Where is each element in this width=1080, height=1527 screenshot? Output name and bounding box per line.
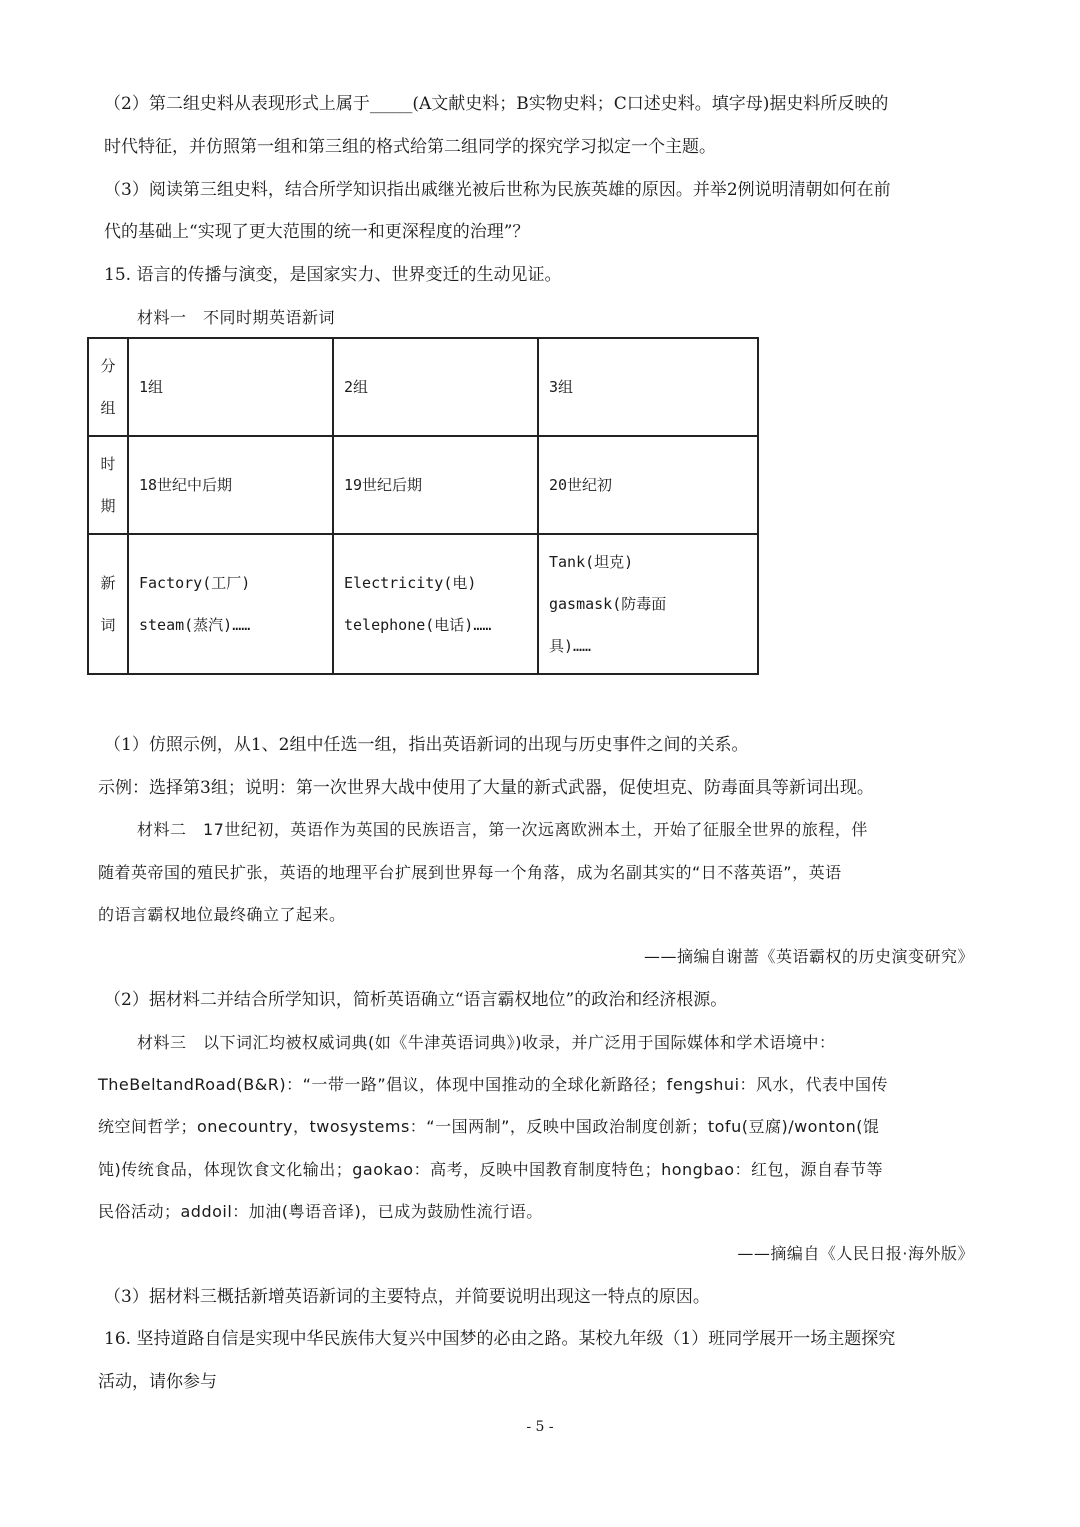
- material-2-line-1: 材料二 17世纪初，英语作为英国的民族语言，第一次远离欧洲本土，开始了征服全世界的旅程，伴: [137, 820, 868, 839]
- material-3-line-4: 饨)传统食品，体现饮食文化输出；gaokao：高考，反映中国教育制度特色；hongbao：红包，源自春节等: [98, 1160, 884, 1179]
- period-cell-3: 20世纪初: [538, 436, 758, 534]
- period-cell-1: 18世纪中后期: [128, 436, 333, 534]
- row-header-periods-char-1: 时: [100, 455, 116, 473]
- row-header-new-words-char-2: 词: [100, 616, 116, 634]
- material-2-line-2: 随着英帝国的殖民扩张，英语的地理平台扩展到世界每一个角落，成为名副其实的“日不落英语”，英语: [98, 863, 842, 882]
- question-14-part-3-line-2: 代的基础上“实现了更大范围的统一和更深程度的治理”？: [104, 222, 530, 242]
- group-cell-1: 1组: [128, 338, 333, 436]
- material-1-title: 材料一 不同时期英语新词: [137, 308, 336, 327]
- period-cell-2: 19世纪后期: [333, 436, 538, 534]
- material-3-source: ——摘编自《人民日报·海外版》: [737, 1244, 974, 1263]
- new-word: 具)……: [549, 637, 592, 655]
- question-14-part-3-line-1: （3）阅读第三组史料，结合所学知识指出戚继光被后世称为民族英雄的原因。并举2例说明清朝如何在前: [104, 180, 891, 200]
- row-header-periods-char-2: 期: [100, 497, 116, 515]
- page-number: - 5 -: [526, 1419, 554, 1435]
- material-3-line-5: 民俗活动；addoil：加油(粤语音译)，已成为鼓励性流行语。: [98, 1202, 543, 1221]
- new-word: gasmask(防毒面: [549, 595, 667, 613]
- new-word: telephone(电话)……: [344, 616, 492, 634]
- question-15-part-3: （3）据材料三概括新增英语新词的主要特点，并简要说明出现这一特点的原因。: [104, 1287, 710, 1307]
- table-row-new-words: [88, 534, 758, 674]
- new-word: Electricity(电): [344, 574, 477, 592]
- row-header-new-words-char-1: 新: [100, 574, 116, 592]
- new-words-cell-2: [333, 534, 538, 674]
- material-2-source: ——摘编自谢蔷《英语霸权的历史演变研究》: [643, 947, 974, 966]
- material-3-line-3: 统空间哲学；onecountry，twosystems：“一国两制”，反映中国政治制度创新；tofu(豆腐)/wonton(馄: [98, 1117, 880, 1136]
- question-14-part-2-line-2: 时代特征，并仿照第一组和第三组的格式给第二组同学的探究学习拟定一个主题。: [104, 137, 716, 157]
- material-3-line-2: TheBeltandRoad(B&R)：“一带一路”倡议，体现中国推动的全球化新路径；fengshui：风水，代表中国传: [98, 1075, 889, 1094]
- group-cell-3: 3组: [538, 338, 758, 436]
- new-word: Factory(工厂): [139, 574, 251, 592]
- new-words-cell-1: [128, 534, 333, 674]
- row-header-groups-char-1: 分: [100, 357, 116, 375]
- material-2-line-3: 的语言霸权地位最终确立了起来。: [98, 905, 346, 924]
- row-header-groups-char-2: 组: [100, 399, 116, 417]
- row-header-groups: [88, 338, 128, 436]
- row-header-new-words: [88, 534, 128, 674]
- group-cell-2: 2组: [333, 338, 538, 436]
- new-words-cell-3: [538, 534, 758, 674]
- question-15-stem: 15. 语言的传播与演变，是国家实力、世界变迁的生动见证。: [104, 265, 562, 285]
- new-word: Tank(坦克): [549, 553, 634, 571]
- table-row-groups: [88, 338, 758, 436]
- question-16-line-1: 16. 坚持道路自信是实现中华民族伟大复兴中国梦的必由之路。某校九年级（1）班同学展开一场主题探究: [104, 1329, 896, 1349]
- question-15-part-2: （2）据材料二并结合所学知识，简析英语确立“语言霸权地位”的政治和经济根源。: [104, 990, 728, 1010]
- english-new-words-table: [87, 337, 759, 675]
- material-3-line-1: 材料三 以下词汇均被权威词典(如《牛津英语词典》)收录，并广泛用于国际媒体和学术语境中：: [137, 1033, 836, 1052]
- table-row-periods: [88, 436, 758, 534]
- question-14-part-2-line-1: （2）第二组史料从表现形式上属于_____(A文献史料；B实物史料；C口述史料。填字母)据史料所反映的: [104, 94, 889, 114]
- question-15-part-1: （1）仿照示例，从1、2组中任选一组，指出英语新词的出现与历史事件之间的关系。: [104, 735, 749, 755]
- new-word: steam(蒸汽)……: [139, 616, 251, 634]
- question-16-line-2: 活动，请你参与: [98, 1372, 217, 1392]
- row-header-periods: [88, 436, 128, 534]
- example-answer: 示例：选择第3组；说明：第一次世界大战中使用了大量的新式武器，促使坦克、防毒面具等新词出现。: [98, 778, 874, 798]
